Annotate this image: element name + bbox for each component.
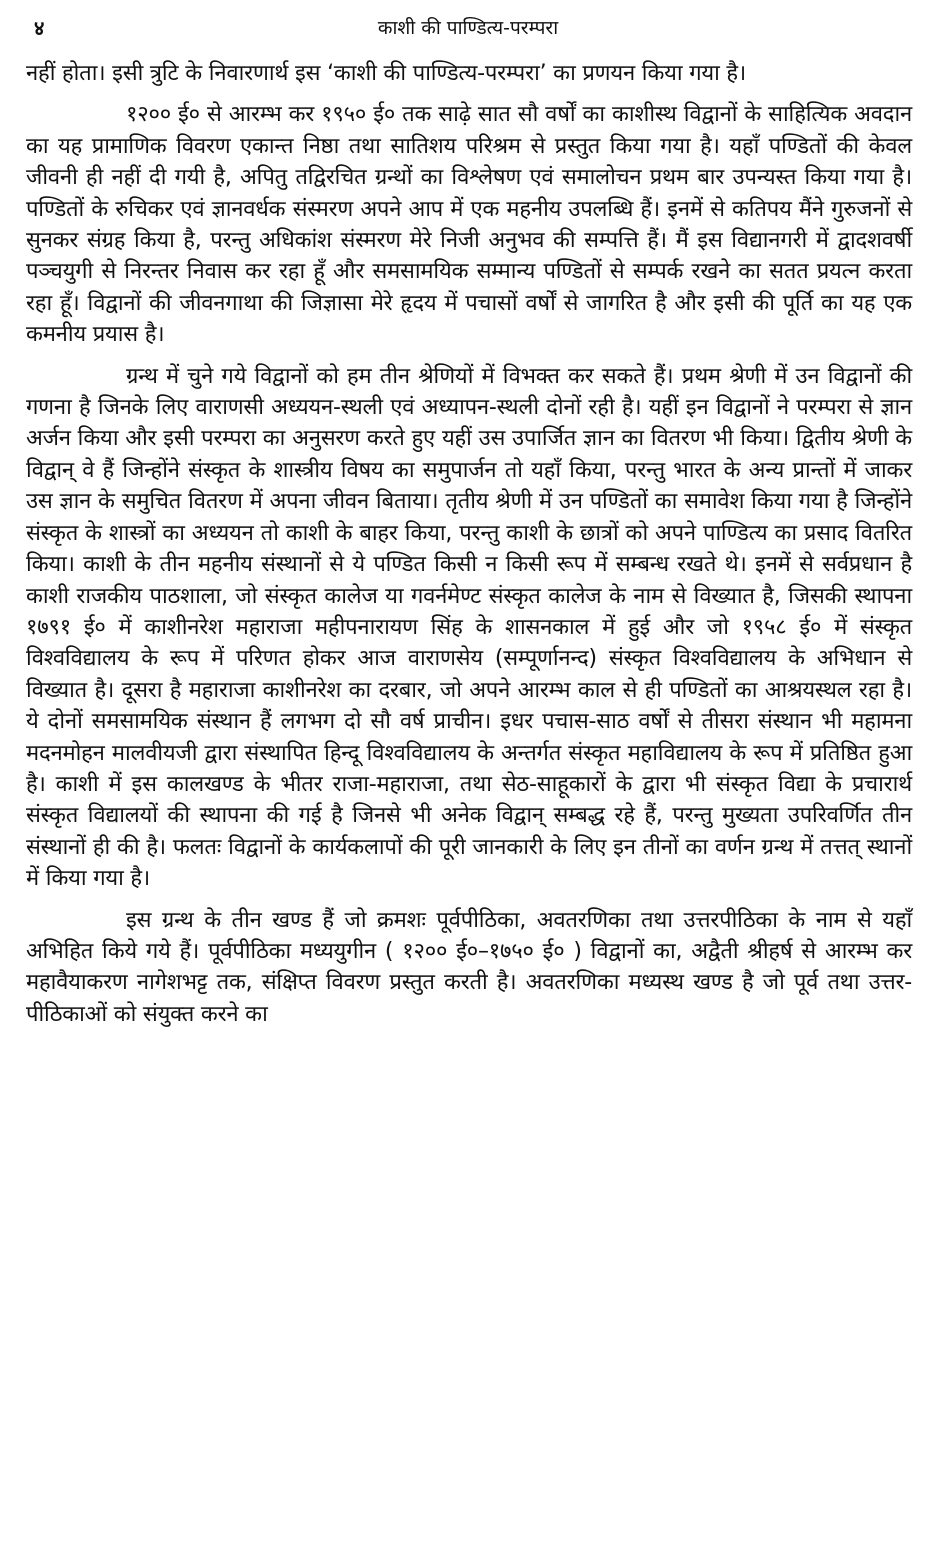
page-number: ४ [34, 16, 45, 40]
running-title: काशी की पाण्डित्य-परम्परा [377, 17, 559, 39]
paragraph-continuation: नहीं होता। इसी त्रुटि के निवारणार्थ इस ‘काशी की पाण्डित्य-परम्परा’ का प्रणयन किया गया है। [26, 61, 747, 86]
body-text [26, 58, 912, 1030]
paragraph-2: ग्रन्थ में चुने गये विद्वानों को हम तीन श्रेणियों में विभक्त कर सकते हैं। प्रथम श्रेणी में उन विद्वानों की गणना है जिनके लिए वाराणसी अध्ययन-स्थली एवं अध्यापन-स्थली दोनों रही है। यहीं इन विद्वानों ने परम्परा से ज्ञान अर्जन किया और इसी परम्परा का अनुसरण करते हुए यहीं उस उपार्जित ज्ञान का वितरण भी किया। द्वितीय श्रेणी के विद्वान् वे हैं जिन्होंने संस्कृत के शास्त्रीय विषय का समुपार्जन तो यहाँ किया, परन्तु भारत के अन्य प्रान्तों में जाकर उस ज्ञान के समुचित वितरण में अपना जीवन बिताया। तृतीय श्रेणी में उन पण्डितों का समावेश किया गया है जिन्होंने संस्कृत के शास्त्रों का अध्ययन तो काशी के बाहर किया, परन्तु काशी के छात्रों को अपने पाण्डित्य का प्रसाद वितरित किया। काशी के तीन महनीय संस्थानों से ये पण्डित किसी न किसी रूप में सम्बन्ध रखते थे। इनमें से सर्वप्रधान है काशी राजकीय पाठशाला, जो संस्कृत कालेज या गवर्नमेण्ट संस्कृत कालेज के नाम से विख्यात है, जिसकी स्थापना १७९१ ई० में काशीनरेश महाराजा महीपनारायण सिंह के शासनकाल में हुई और जो १९५८ ई० में संस्कृत विश्वविद्यालय के रूप में परिणत होकर आज वाराणसेय (सम्पूर्णानन्द) संस्कृत विश्वविद्यालय के अभिधान से विख्यात है। दूसरा है महाराजा काशीनरेश का दरबार, जो अपने आरम्भ काल से ही पण्डितों का आश्रयस्थल रहा है। ये दोनों समसामयिक संस्थान हैं लगभग दो सौ वर्ष प्राचीन। इधर पचास-साठ वर्षों से तीसरा संस्थान भी महामना मदनमोहन मालवीयजी द्वारा संस्थापित हिन्दू विश्वविद्यालय के अन्तर्गत संस्कृत महाविद्यालय के रूप में प्रतिष्ठित हुआ है। काशी में इस कालखण्ड के भीतर राजा-महाराजा, तथा सेठ-साहूकारों के द्वारा भी संस्कृत विद्या के प्रचारार्थ संस्कृत विद्यालयों की स्थापना की गई है जिनसे भी अनेक विद्वान् सम्बद्ध रहे हैं, परन्तु मुख्यता उपरिवर्णित तीन संस्थानों ही की है। फलतः विद्वानों के कार्यकलापों की पूरी जानकारी के लिए इन तीनों का वर्णन ग्रन्थ में तत्तत् स्थानों में किया गया है। [26, 363, 912, 892]
paragraph-1: १२०० ई० से आरम्भ कर १९५० ई० तक साढ़े सात सौ वर्षों का काशीस्थ विद्वानों के साहित्यिक अवदान का यह प्रामाणिक विवरण एकान्त निष्ठा तथा सातिशय परिश्रम से प्रस्तुत किया गया है। यहाँ पण्डितों की केवल जीवनी ही नहीं दी गयी है, अपितु तद्विरचित ग्रन्थों का विश्लेषण एवं समालोचन प्रथम बार उपन्यस्त किया गया है। पण्डितों के रुचिकर एवं ज्ञानवर्धक संस्मरण अपने आप में एक महनीय उपलब्धि हैं। इनमें से कतिपय मैंने गुरुजनों से सुनकर संग्रह किया है, परन्तु अधिकांश संस्मरण मेरे निजी अनुभव की सम्पत्ति हैं। मैं इस विद्यानगरी में द्वादशवर्षी पञ्चयुगी से निरन्तर निवास कर रहा हूँ और समसामयिक सम्मान्य पण्डितों से सम्पर्क रखने का सतत प्रयत्न करता रहा हूँ। विद्वानों की जीवनगाथा की जिज्ञासा मेरे हृदय में पचासों वर्षों से जागरित है और इसी की पूर्ति का यह एक कमनीय प्रयास है। [26, 102, 912, 348]
paragraph-3: इस ग्रन्थ के तीन खण्ड हैं जो क्रमशः पूर्वपीठिका, अवतरणिका तथा उत्तरपीठिका के नाम से यहाँ अभिहित किये गये हैं। पूर्वपीठिका मध्ययुगीन ( १२०० ई०–१७५० ई० ) विद्वानों का, अद्वैती श्रीहर्ष से आरम्भ कर महावैयाकरण नागेशभट्ट तक, संक्षिप्त विवरण प्रस्तुत करती है। अवतरणिका मध्यस्थ खण्ड है जो पूर्व तथा उत्तर-पीठिकाओं को संयुक्त करने का [26, 907, 912, 1027]
